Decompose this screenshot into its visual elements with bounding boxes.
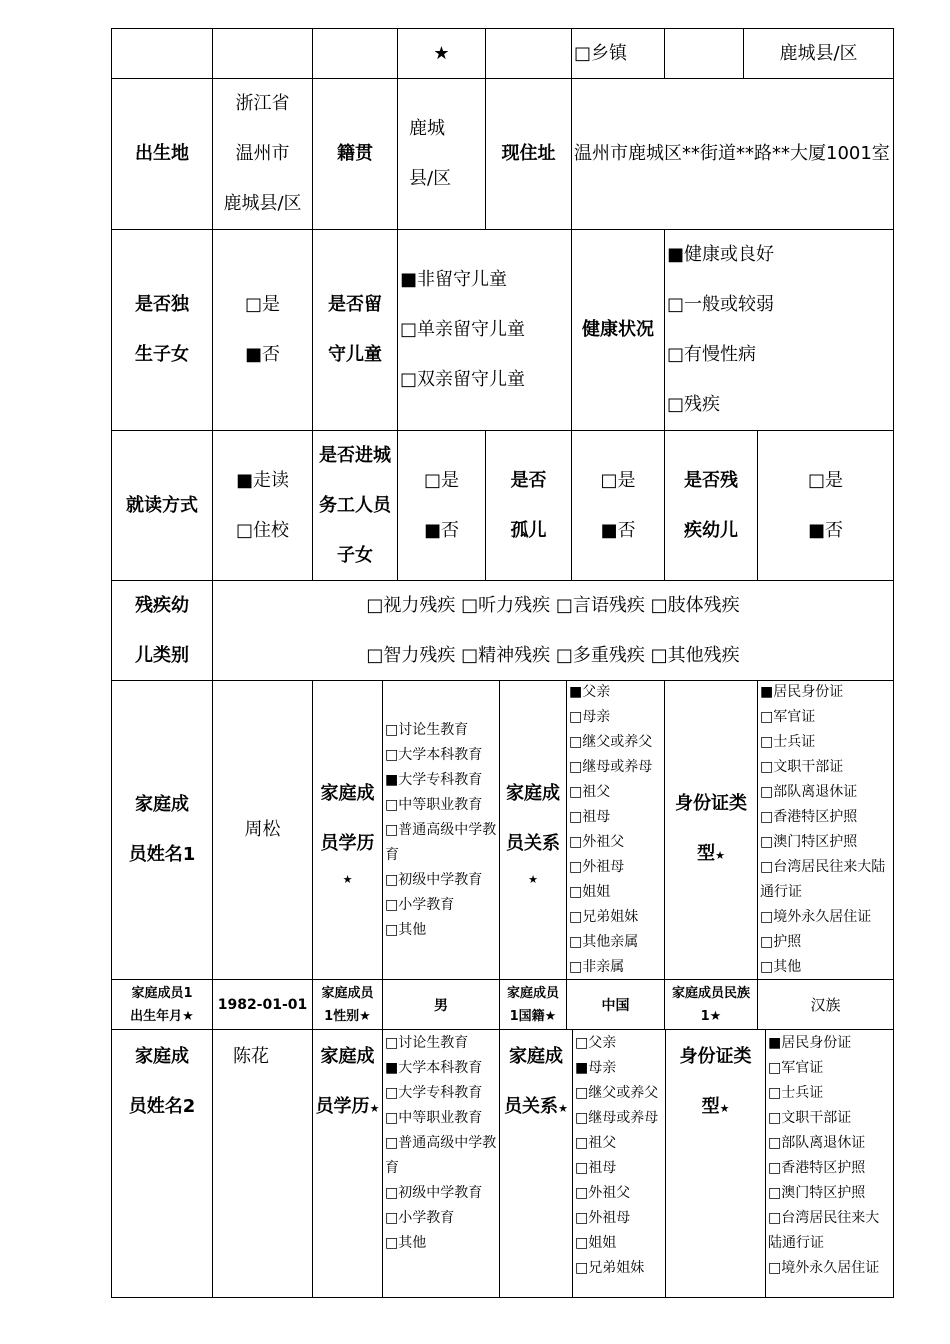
address-label: 现住址 [501,143,556,164]
member1-gender: 男 [434,997,448,1014]
orphan-label-cell [485,430,572,581]
health-label-cell [571,229,665,431]
left-behind-options[interactable]: ■非留守儿童 □单亲留守儿童 □双亲留守儿童 [400,269,526,390]
only-child-options[interactable]: □是 ■否 [244,294,280,365]
member1-name-cell [212,680,313,980]
migrant-options-cell [397,430,486,581]
school-mode-label-cell [111,430,213,581]
disabled-options[interactable]: □是 ■否 [807,469,843,541]
member1-nationality-cell [566,979,665,1030]
member2-rel-label-line2: 员关系 [504,1096,559,1117]
migrant-label: 是否进城 务工人员 子女 [319,444,391,566]
row0-cell-b [212,28,313,79]
row0-cell-a [111,28,213,79]
only-child-options-cell [212,229,313,431]
left-behind-label: 是否留 守儿童 [328,294,382,365]
township-checkbox[interactable]: □乡镇 [574,42,628,64]
address-label-cell [485,78,572,230]
member2-rel-label-cell [499,1029,573,1298]
member2-id-options[interactable]: ■居民身份证 □军官证 □士兵证 □文职干部证 □部队离退休证 □香港特区护照 □澳门特区护照 □台湾居民往来大陆通行证 □境外永久居住证 [768,1035,880,1276]
native-place-label: 籍贯 [337,143,373,164]
member2-id-label-cell [665,1029,766,1298]
member2-edu-label-line2: 员学历 [315,1096,370,1117]
member1-id-label-line1: 身份证类 [675,793,747,814]
member2-rel-options[interactable]: □父亲 ■母亲 □继父或养父 □继母或养母 □祖父 □祖母 □外祖父 □外祖母 □姐姐 □兄弟姐妹 [575,1035,659,1276]
member2-rel-star: ★ [558,1102,568,1115]
member1-id-star: ★ [715,849,725,862]
member1-edu-options[interactable]: □讨论生教育 □大学本科教育 ■大学专科教育 □中等职业教育 □普通高级中学教育 □初级中学教育 □小学教育 □其他 [385,721,497,938]
member1-nationality: 中国 [601,997,630,1014]
member1-ethnicity: 汉族 [810,996,841,1014]
member1-rel-options[interactable]: ■父亲 □母亲 □继父或养父 □继母或养母 □祖父 □祖母 □外祖父 □外祖母 □姐姐 □兄弟姐妹 □其他亲属 □非亲属 [569,684,653,975]
member2-id-star: ★ [719,1102,730,1115]
orphan-options[interactable]: □是 ■否 [600,469,636,541]
orphan-label: 是否 孤儿 [510,469,547,541]
disability-type-label: 残疾幼 儿类别 [135,594,189,666]
member1-birth-cell [212,979,313,1030]
member2-id-options-cell [765,1029,894,1298]
disability-type-options[interactable]: □视力残疾 □听力残疾 □言语残疾 □肢体残疾 □智力残疾 □精神残疾 □多重残疾 □其他残疾 [366,594,740,666]
member1-id-label-cell [664,680,758,980]
member2-edu-options[interactable]: □讨论生教育 ■大学本科教育 □大学专科教育 □中等职业教育 □普通高级中学教育 □初级中学教育 □小学教育 □其他 [385,1035,497,1251]
only-child-label: 是否独 生子女 [135,294,189,365]
member1-rel-star: ★ [528,873,538,886]
only-child-label-cell [111,229,213,431]
member1-ethnicity-label: 家庭成员民族 1★ [671,985,750,1024]
row0-county-cell [743,28,894,79]
member2-name-label-cell [111,1029,213,1298]
member1-edu-options-cell [382,680,500,980]
member1-id-options-cell [757,680,894,980]
member1-edu-star: ★ [342,873,353,886]
member2-rel-options-cell [572,1029,666,1298]
disability-type-options-cell [212,580,894,681]
member2-edu-star: ★ [369,1102,380,1115]
row0-township-cell [571,28,665,79]
member2-id-label-line2: 型 [701,1096,720,1117]
native-place-label-cell [312,78,398,230]
disabled-options-cell [757,430,894,581]
disabled-label-cell [664,430,758,581]
migrant-options[interactable]: □是 ■否 [423,469,459,541]
row0-cell-e [485,28,572,79]
left-behind-options-cell [397,229,572,431]
member1-name-label: 家庭成 员姓名1 [128,794,196,865]
member1-nationality-label-cell [499,979,567,1030]
member2-rel-label-line1: 家庭成 [509,1046,563,1067]
native-place-value-cell [397,78,486,230]
row0-star-cell [397,28,486,79]
birthplace-value: 浙江省 温州市 鹿城县/区 [223,93,302,214]
member1-gender-cell [382,979,500,1030]
member2-name-cell [212,1029,313,1298]
school-mode-options[interactable]: ■走读 □住校 [235,469,289,541]
member2-edu-options-cell [382,1029,500,1298]
member2-edu-label-line1: 家庭成 [320,1046,375,1067]
member1-birth: 1982-01-01 [217,996,308,1013]
member1-id-label-line2: 型 [697,843,716,864]
member1-rel-label: 家庭成 员关系 [506,783,560,854]
member2-id-label-line1: 身份证类 [679,1046,752,1067]
birthplace-label: 出生地 [135,143,189,164]
row0-cell-c [312,28,398,79]
left-behind-label-cell [312,229,398,431]
member1-gender-label-cell [312,979,383,1030]
disability-type-label-cell [111,580,213,681]
member1-birth-label: 家庭成员1 出生年月★ [130,985,194,1024]
disabled-label: 是否残 疾幼儿 [684,469,738,541]
native-place-value: 鹿城 县/区 [409,118,452,189]
health-options-cell [664,229,894,431]
birthplace-label-cell [111,78,213,230]
member1-edu-label-cell [312,680,383,980]
member2-name-label: 家庭成 员姓名2 [128,1046,196,1117]
member1-birth-label-cell [111,979,213,1030]
county-value: 鹿城县/区 [779,42,858,64]
address-value: 温州市鹿城区**街道**路**大厦1001室 [574,143,890,164]
row0-cell-g [664,28,744,79]
birthplace-value-cell [212,78,313,230]
member2-edu-label-cell [312,1029,383,1298]
member1-nationality-label: 家庭成员 1国籍★ [506,985,559,1024]
member1-name: 周松 [244,819,281,840]
member1-rel-options-cell [566,680,665,980]
address-value-cell [571,78,894,230]
school-mode-label: 就读方式 [126,494,198,516]
member1-ethnicity-label-cell [664,979,758,1030]
member1-rel-label-cell [499,680,567,980]
member1-edu-label: 家庭成 员学历 [320,783,375,854]
school-mode-options-cell [212,430,313,581]
member1-name-label-cell [111,680,213,980]
migrant-label-cell [312,430,398,581]
member1-id-options[interactable]: ■居民身份证 □军官证 □士兵证 □文职干部证 □部队离退休证 □香港特区护照 □澳门特区护照 □台湾居民往来大陆通行证 □境外永久居住证 □护照 □其他 [760,684,886,975]
star-marker: ★ [433,42,450,64]
member2-name: 陈花 [233,1046,269,1067]
member1-ethnicity-cell [757,979,894,1030]
orphan-options-cell [571,430,665,581]
health-label: 健康状况 [582,319,654,340]
member1-gender-label: 家庭成员 1性别★ [321,985,374,1024]
health-options[interactable]: ■健康或良好 □一般或较弱 □有慢性病 □残疾 [667,244,775,415]
